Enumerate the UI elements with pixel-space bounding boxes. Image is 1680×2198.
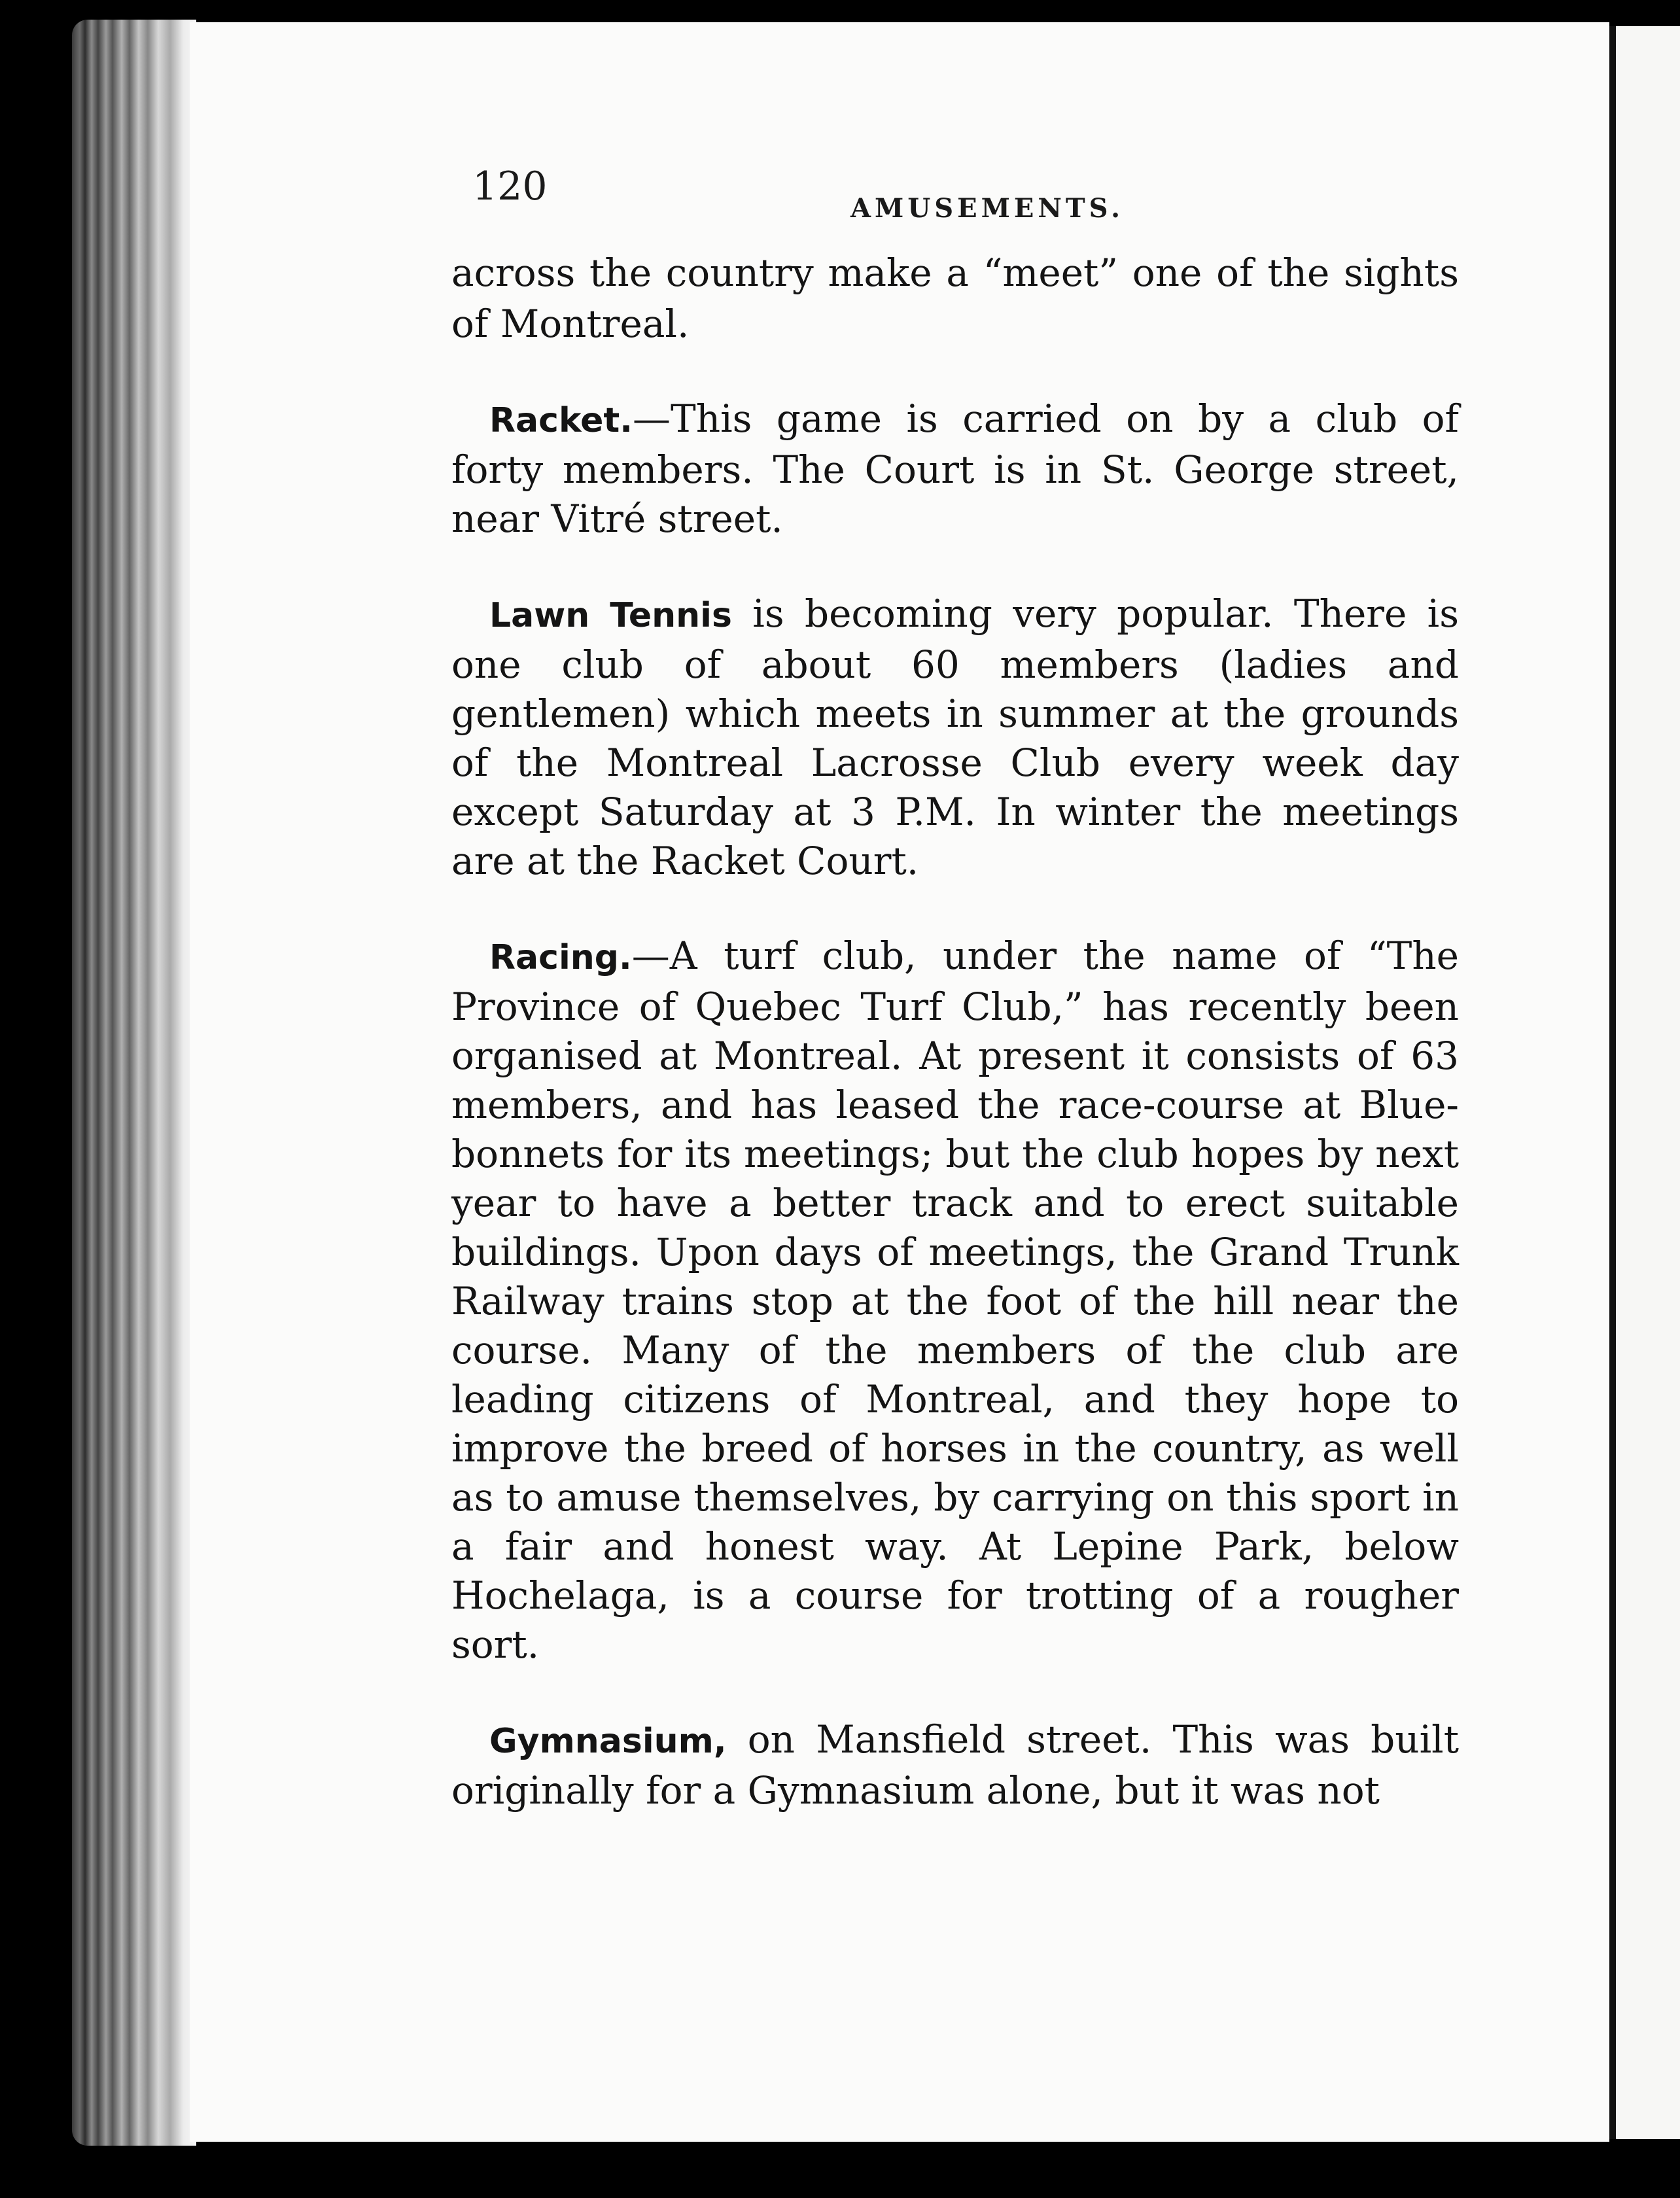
paragraph-lead: Racing. (489, 938, 632, 977)
book-page-edges (72, 20, 196, 2146)
paragraph-lead: Racket. (489, 401, 633, 440)
facing-page-edge (1616, 26, 1680, 2139)
paragraph-lead: Gymnasium, (489, 1722, 727, 1761)
paragraph-text: —This game is carried on by a club of forty members. The Court is in St. George street, near Vitré street. (451, 396, 1459, 541)
paragraph-text: on Mansfield street. This was built originally for a Gymnasium alone, but it was not (451, 1717, 1459, 1813)
paragraph-lead: Lawn Tennis (489, 596, 732, 635)
running-head: AMUSEMENTS. (850, 193, 1125, 224)
page-number: 120 (472, 164, 548, 209)
paragraph-racket (451, 394, 1459, 544)
paragraph-gymnasium (451, 1715, 1459, 1815)
paragraph-text: is becoming very popular. There is one club of about 60 members (ladies and gentlemen) which meets in summer at the grounds of the Montreal Lacrosse Club every week day except Saturday at 3 P.M. In winter the meetings are at the Racket Court. (451, 591, 1459, 883)
gutter-shadow (1609, 26, 1616, 2139)
page-body (451, 249, 1459, 1861)
paragraph-text: —A turf club, under the name of “The Province of Quebec Turf Club,” has recently been organised at Montreal. At present it consists of 63 members, and has leased the race-course at Blue-bonnets for its meetings; but the club hopes by next year to have a better track and to erect suitable buildings. Upon days of meetings, the Grand Trunk Railway trains stop at the foot of the hill near the course. Many of the members of the club are leading citizens of Montreal, and they hope to improve the breed of horses in the country, as well as to amuse themselves, by carrying on this sport in a fair and honest way. At Lepine Park, below Hochelaga, is a course for trotting of a rougher sort. (451, 933, 1459, 1667)
paragraph-continuation (451, 249, 1459, 349)
paragraph-text: across the country make a “meet” one of the sights of Montreal. (451, 251, 1459, 346)
paragraph-racing (451, 932, 1459, 1669)
paragraph-lawn-tennis (451, 589, 1459, 886)
